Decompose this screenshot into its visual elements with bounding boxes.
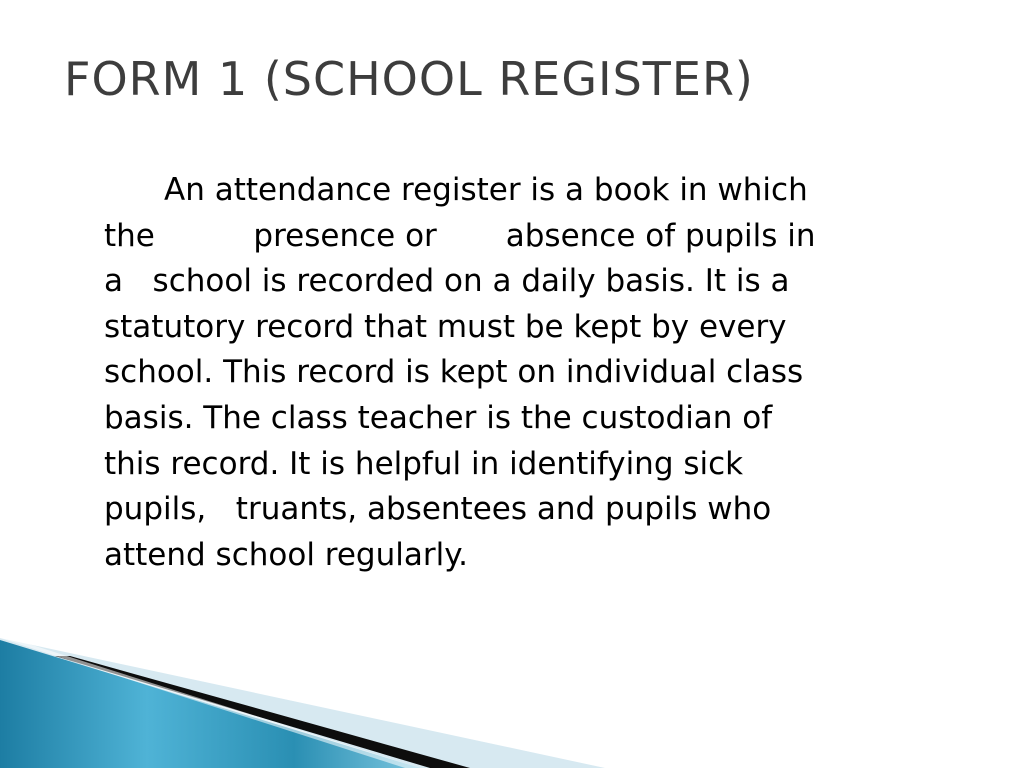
paragraph-line: a school is recorded on a daily basis. It is a	[104, 263, 790, 300]
paragraph-line: An attendance register is a book in which	[164, 172, 808, 208]
paragraph-line: school. This record is kept on individual class	[104, 354, 804, 391]
paragraph-line: this record. It is helpful in identifying sick	[104, 445, 744, 482]
paragraph-line: pupils, truants, absentees and pupils who	[104, 491, 772, 528]
paragraph-line: basis. The class teacher is the custodian of	[104, 399, 773, 436]
slide-title: FORM 1 (SCHOOL REGISTER)	[64, 52, 754, 106]
paragraph-line: attend school regularly.	[104, 536, 469, 573]
body-paragraph	[104, 168, 984, 578]
paragraph-line: the presence or absence of pupils in	[104, 217, 816, 254]
paragraph-line: statutory record that must be kept by every	[104, 308, 787, 345]
corner-decoration	[0, 638, 1024, 768]
